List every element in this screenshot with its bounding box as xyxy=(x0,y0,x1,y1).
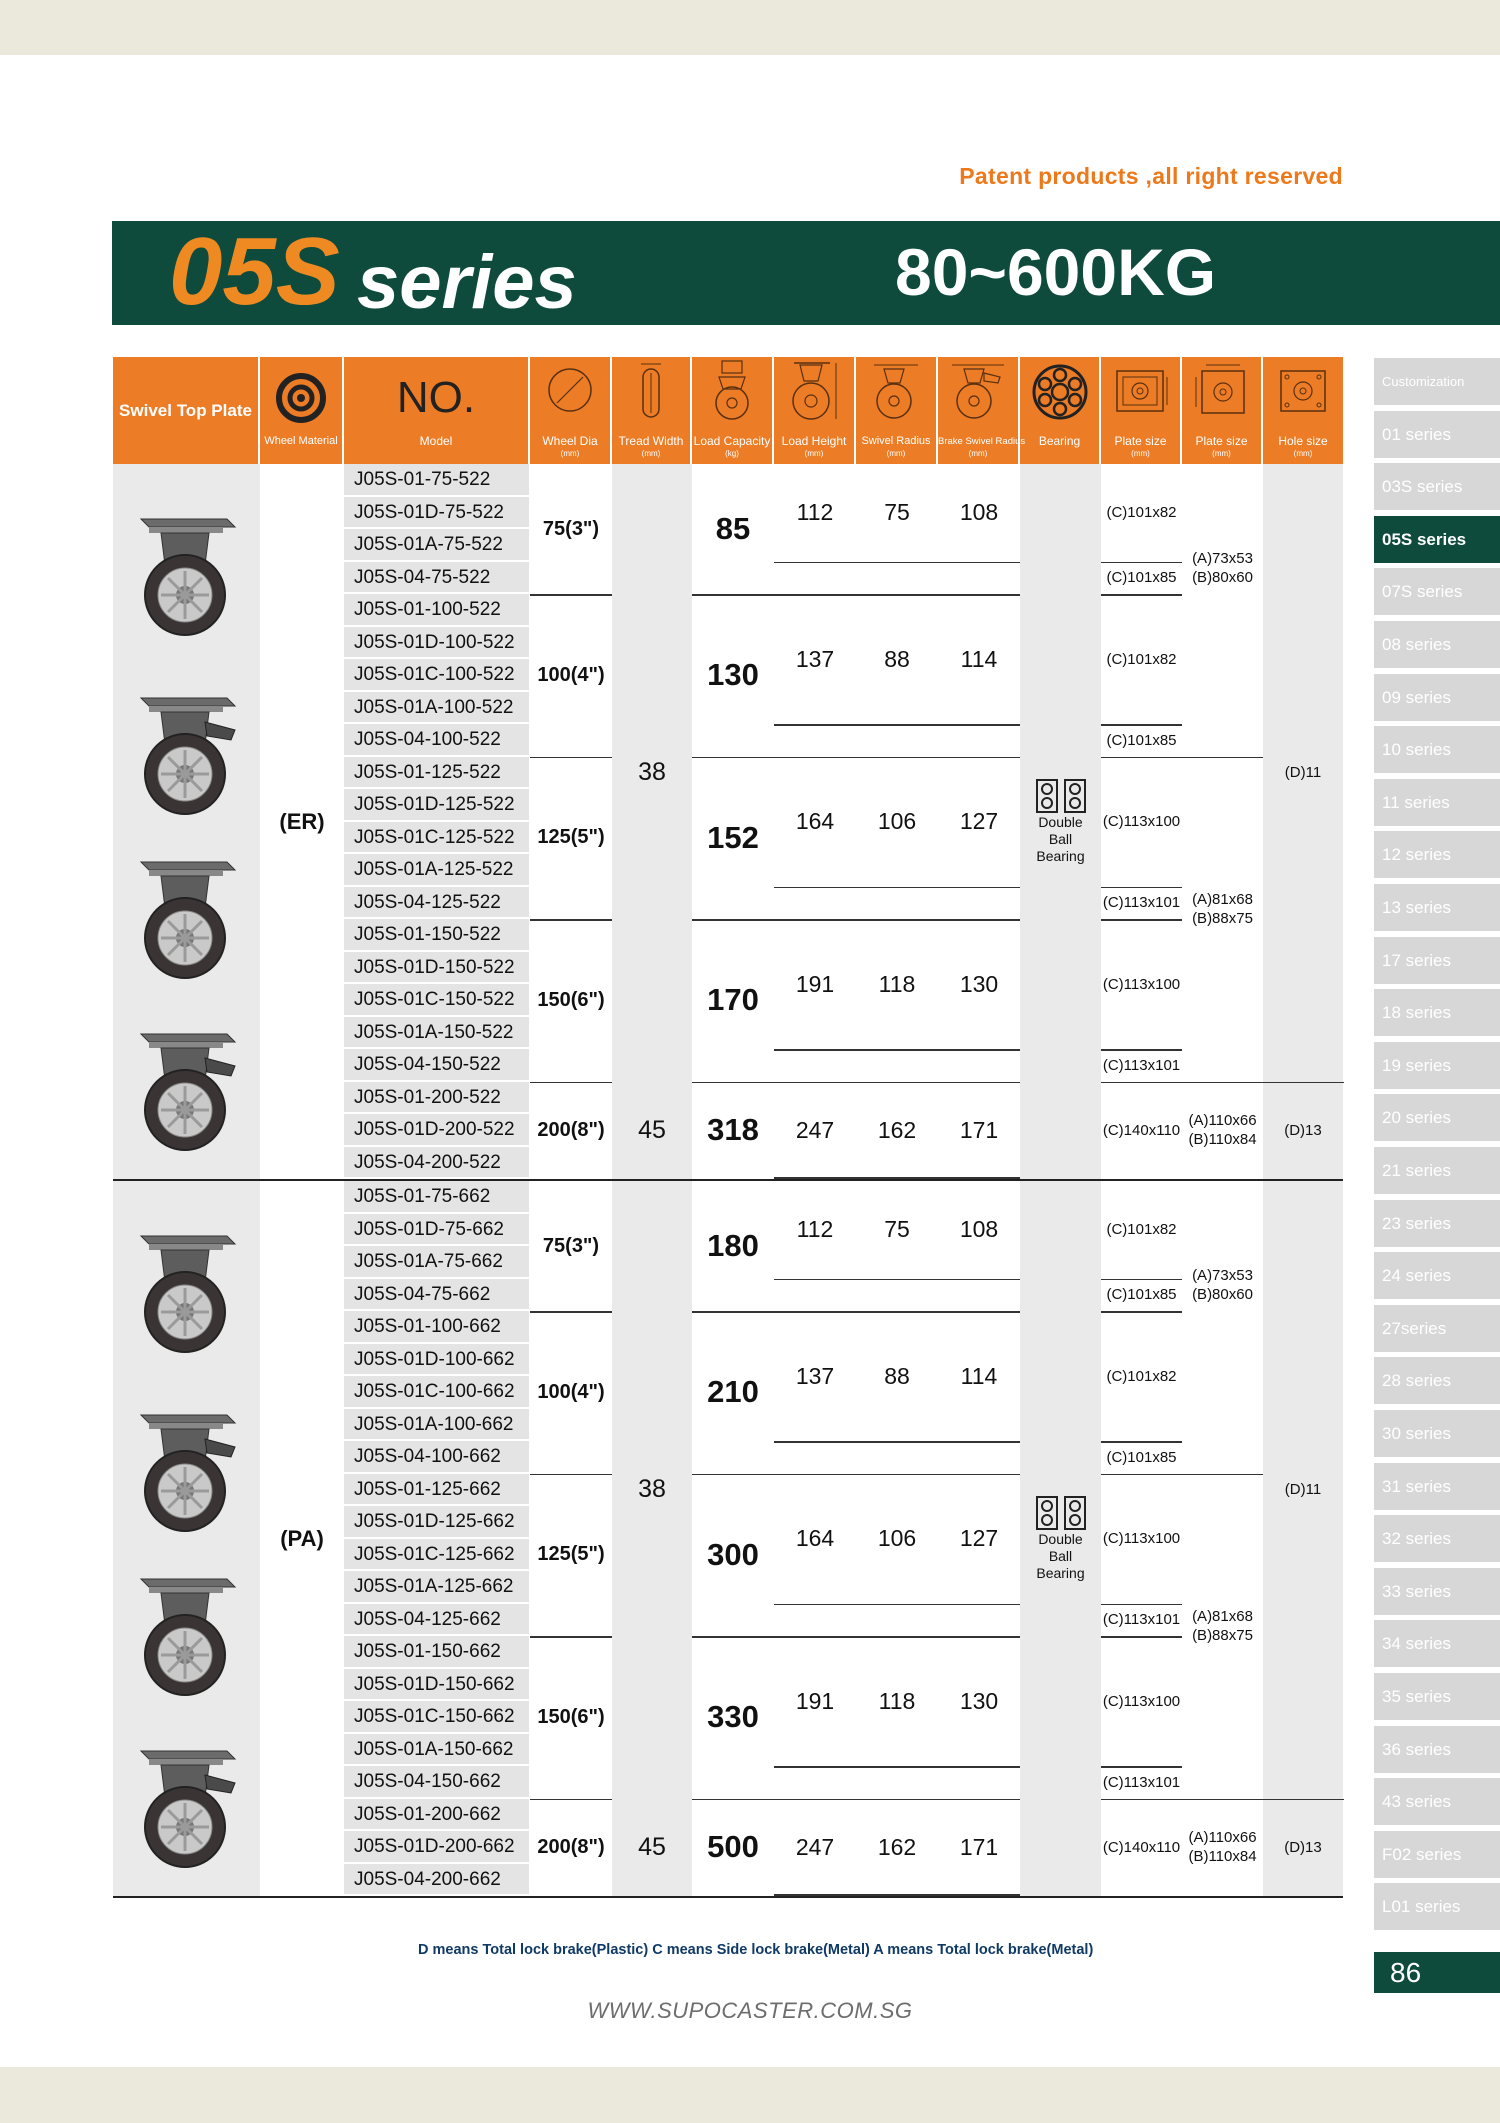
model-number: J05S-01A-125-662 xyxy=(344,1571,529,1604)
sidebar-item-series[interactable]: 11 series xyxy=(1374,779,1500,826)
caster-photo xyxy=(123,682,248,822)
plate-size-ab-value xyxy=(1182,1799,1263,1897)
plate-size-c-value: (C)101x85 xyxy=(1106,1448,1177,1466)
model-number: J05S-01A-150-522 xyxy=(344,1017,529,1050)
load-capacity-value: 85 xyxy=(715,511,751,546)
model-number: J05S-01-200-662 xyxy=(344,1799,529,1832)
swivel-radius-value: 162 xyxy=(877,1116,917,1143)
header-brake-swivel-radius: Brake Swivel Radius (mm) xyxy=(938,357,1020,464)
wheel-material-label: (PA) xyxy=(280,1525,324,1551)
brake-legend: D means Total lock brake(Plastic) C means Side lock brake(Metal) A means Total lock brake(Metal) xyxy=(418,1942,1094,1958)
swivel-radius-value: 75 xyxy=(884,1216,910,1243)
table-header xyxy=(113,357,1343,464)
wheel-diameter-value: 100(4") xyxy=(537,1380,605,1403)
hole-size-value: (D)11 xyxy=(1284,764,1322,782)
header-bearing: Bearing xyxy=(1020,357,1101,464)
caster-photo xyxy=(123,1735,248,1875)
series-suffix: series xyxy=(357,240,577,325)
row-divider xyxy=(856,1441,938,1443)
swivel-radius-value: 88 xyxy=(884,1362,910,1389)
plate-size-line: (A)110x66 xyxy=(1188,1112,1257,1130)
series-banner xyxy=(112,218,1500,325)
model-number: J05S-01A-100-662 xyxy=(344,1409,529,1442)
model-number: J05S-04-150-662 xyxy=(344,1766,529,1799)
row-divider xyxy=(774,1279,856,1281)
load-height-value: 137 xyxy=(795,645,835,672)
wheel-diameter-value: 150(6") xyxy=(537,988,605,1011)
model-number: J05S-01A-75-522 xyxy=(344,529,529,562)
caster-photo xyxy=(123,1399,248,1539)
row-divider xyxy=(856,1279,938,1281)
hole-size-icon xyxy=(1271,361,1335,421)
header-load-height: Load Height (mm) xyxy=(774,357,856,464)
header-plate-size-ab: Plate size (mm) xyxy=(1182,357,1263,464)
row-divider xyxy=(774,887,856,889)
bearing-label: Double Ball Bearing xyxy=(1036,1531,1085,1581)
plate-size-ab-value xyxy=(1182,1181,1263,1474)
double-ball-bearing-icon xyxy=(1033,778,1089,814)
model-number: J05S-01D-200-522 xyxy=(344,1114,529,1147)
load-capacity-value: 300 xyxy=(707,1536,759,1572)
header-wheel-dia: Wheel Dia (mm) xyxy=(530,357,612,464)
row-divider xyxy=(938,562,1020,564)
model-number: J05S-01-75-662 xyxy=(344,1181,529,1214)
hole-size-value: (D)11 xyxy=(1284,1481,1322,1499)
plate-size-line: (A)81x68 xyxy=(1192,890,1253,908)
model-number: J05S-01C-150-522 xyxy=(344,984,529,1017)
model-number: J05S-01D-125-522 xyxy=(344,789,529,822)
model-number: J05S-01C-150-662 xyxy=(344,1701,529,1734)
sidebar-item-series[interactable]: 09 series xyxy=(1374,674,1500,721)
wheel-diameter-icon xyxy=(545,365,595,415)
swivel-radius-value: 106 xyxy=(877,808,917,834)
model-number: J05S-04-125-662 xyxy=(344,1604,529,1637)
swivel-radius-value: 75 xyxy=(884,499,910,526)
plate-size-c-value: (C)101x82 xyxy=(1106,650,1177,668)
caster-photo xyxy=(123,846,248,986)
load-capacity-value: 500 xyxy=(707,1829,759,1865)
capacity-range: 80~600KG xyxy=(895,235,1217,309)
model-number: J05S-04-100-662 xyxy=(344,1441,529,1474)
swivel-radius-value: 88 xyxy=(884,645,910,672)
wheel-material-icon xyxy=(276,373,326,423)
plate-size-line: (A)81x68 xyxy=(1192,1607,1253,1625)
model-number: J05S-04-200-662 xyxy=(344,1864,529,1897)
sidebar-item-series[interactable]: 12 series xyxy=(1374,831,1500,878)
load-capacity-icon xyxy=(707,359,757,423)
row-divider xyxy=(938,724,1020,726)
load-capacity-value: 152 xyxy=(707,819,759,855)
plate-size-c-value: (C)113x101 xyxy=(1102,894,1181,912)
sidebar-item-series[interactable]: 34 series xyxy=(1374,1620,1500,1667)
header-wheel-material: Wheel Material xyxy=(260,357,344,464)
plate-size-line: (B)88x75 xyxy=(1192,909,1253,927)
row-divider xyxy=(774,1766,856,1768)
caster-photo xyxy=(123,1220,248,1360)
row-divider xyxy=(1263,1082,1343,1084)
plate-size-line: (B)110x84 xyxy=(1188,1131,1257,1149)
row-divider xyxy=(856,1766,938,1768)
model-number: J05S-01C-125-522 xyxy=(344,822,529,855)
row-divider xyxy=(1101,1441,1182,1443)
swivel-radius-value: 118 xyxy=(878,970,916,997)
plate-size-c-value: (C)101x82 xyxy=(1106,1221,1177,1239)
plate-size-c-value: (C)101x85 xyxy=(1106,731,1177,749)
brake-swivel-radius-value: 108 xyxy=(959,499,999,526)
row-divider xyxy=(1182,1474,1263,1476)
plate-size-c-value: (C)140x110 xyxy=(1102,1838,1181,1856)
model-number: J05S-01D-150-522 xyxy=(344,952,529,985)
brake-swivel-radius-value: 114 xyxy=(960,1362,998,1389)
plate-size-ab-value xyxy=(1182,1474,1263,1799)
wheel-diameter-value: 125(5") xyxy=(537,1543,605,1566)
row-divider xyxy=(938,1049,1020,1051)
model-number: J05S-01D-125-662 xyxy=(344,1506,529,1539)
brake-swivel-radius-value: 171 xyxy=(959,1833,999,1860)
row-divider xyxy=(938,1604,1020,1606)
model-number: J05S-01-150-522 xyxy=(344,919,529,952)
sidebar-item-series[interactable]: 20 series xyxy=(1374,1094,1500,1141)
wheel-diameter-value: 150(6") xyxy=(537,1705,605,1728)
load-capacity-value: 170 xyxy=(707,982,759,1018)
row-divider xyxy=(938,1766,1020,1768)
plate-size-line: (B)80x60 xyxy=(1192,568,1253,586)
load-capacity-value: 330 xyxy=(707,1699,759,1735)
sidebar-item-series[interactable]: 32 series xyxy=(1374,1515,1500,1562)
sidebar-item-series[interactable]: 27series xyxy=(1374,1305,1500,1352)
plate-size-c-value: (C)113x100 xyxy=(1102,1692,1181,1710)
header-swivel-radius: Swivel Radius (mm) xyxy=(856,357,938,464)
load-height-value: 247 xyxy=(795,1116,835,1143)
load-capacity-value: 130 xyxy=(707,657,759,693)
sidebar-item-series[interactable]: 35 series xyxy=(1374,1673,1500,1720)
sidebar-item-series[interactable]: 18 series xyxy=(1374,989,1500,1036)
model-number: J05S-01D-100-522 xyxy=(344,627,529,660)
model-number: J05S-01C-100-522 xyxy=(344,659,529,692)
brake-swivel-radius-value: 130 xyxy=(959,1687,999,1714)
top-band xyxy=(0,0,1500,55)
header-hole-size: Hole size (mm) xyxy=(1263,357,1343,464)
hole-size-value: (D)13 xyxy=(1284,1121,1322,1139)
row-divider xyxy=(1101,1766,1182,1768)
load-height-value: 164 xyxy=(795,808,835,834)
load-height-value: 191 xyxy=(795,1687,835,1714)
row-divider xyxy=(774,1441,856,1443)
header-plate-size-c: Plate size (mm) xyxy=(1101,357,1182,464)
wheel-diameter-value: 75(3") xyxy=(542,1234,600,1257)
page-number: 86 xyxy=(1374,1952,1500,1993)
load-height-value: 247 xyxy=(795,1833,835,1860)
plate-size-line: (A)73x53 xyxy=(1192,549,1253,567)
tread-width-value: 45 xyxy=(638,1832,666,1861)
row-divider xyxy=(1263,1799,1343,1801)
model-number: J05S-01A-75-662 xyxy=(344,1246,529,1279)
sidebar-item-series[interactable]: 08 series xyxy=(1374,621,1500,668)
model-number: J05S-04-100-522 xyxy=(344,724,529,757)
row-divider xyxy=(774,1604,856,1606)
sidebar-item-series[interactable]: 05S series xyxy=(1374,516,1500,563)
model-number: J05S-01C-125-662 xyxy=(344,1539,529,1572)
model-number: J05S-01-100-522 xyxy=(344,594,529,627)
wheel-diameter-value: 200(8") xyxy=(537,1118,605,1141)
row-divider xyxy=(856,887,938,889)
sidebar-item-series[interactable]: 30 series xyxy=(1374,1410,1500,1457)
wheel-diameter-value: 100(4") xyxy=(537,663,605,686)
plate-size-c-value: (C)101x85 xyxy=(1106,1286,1177,1304)
load-capacity-value: 180 xyxy=(707,1228,759,1263)
plate-size-c-value: (C)101x82 xyxy=(1106,504,1177,522)
row-divider xyxy=(1101,562,1182,564)
sidebar-item-series[interactable]: 19 series xyxy=(1374,1042,1500,1089)
plate-size-c-icon xyxy=(1109,361,1173,421)
plate-size-c-value: (C)113x100 xyxy=(1102,975,1181,993)
sidebar-item-series[interactable]: 36 series xyxy=(1374,1726,1500,1773)
load-height-value: 112 xyxy=(796,499,834,526)
sidebar-item-series[interactable]: 28 series xyxy=(1374,1357,1500,1404)
plate-size-c-value: (C)113x101 xyxy=(1102,1773,1181,1791)
plate-size-c-value: (C)113x101 xyxy=(1102,1611,1181,1629)
header-tread-width: Tread Width (mm) xyxy=(612,357,692,464)
brake-swivel-radius-value: 171 xyxy=(959,1116,999,1143)
plate-size-line: (B)80x60 xyxy=(1192,1285,1253,1303)
plate-size-c-value: (C)140x110 xyxy=(1102,1121,1181,1139)
row-divider xyxy=(1101,887,1182,889)
model-number: J05S-04-200-522 xyxy=(344,1147,529,1180)
sidebar-item-series[interactable]: 03S series xyxy=(1374,463,1500,510)
model-number: J05S-01C-100-662 xyxy=(344,1376,529,1409)
sidebar-item-series[interactable]: 24 series xyxy=(1374,1252,1500,1299)
model-number: J05S-01-75-522 xyxy=(344,464,529,497)
tread-width-icon xyxy=(631,359,671,421)
brake-swivel-radius-value: 108 xyxy=(959,1216,999,1243)
model-number: J05S-01-150-662 xyxy=(344,1636,529,1669)
row-divider xyxy=(938,1279,1020,1281)
row-divider xyxy=(856,1049,938,1051)
plate-size-ab-icon xyxy=(1190,361,1254,421)
caster-photo xyxy=(123,503,248,643)
sidebar-item-series[interactable]: 13 series xyxy=(1374,884,1500,931)
model-number: J05S-01A-125-522 xyxy=(344,854,529,887)
model-number: J05S-01-100-662 xyxy=(344,1311,529,1344)
row-divider xyxy=(1101,1604,1182,1606)
bearing-cell xyxy=(1020,464,1101,1179)
row-divider xyxy=(1101,1049,1182,1051)
load-height-value: 112 xyxy=(796,1216,834,1243)
sidebar-item-series[interactable]: L01 series xyxy=(1374,1883,1500,1930)
model-number: J05S-04-75-522 xyxy=(344,562,529,595)
sidebar-item-series[interactable]: Customization xyxy=(1374,358,1500,405)
double-ball-bearing-icon xyxy=(1033,1495,1089,1531)
section-divider xyxy=(113,1896,1343,1898)
tread-width-value: 45 xyxy=(638,1115,666,1144)
header-load-capacity: Load Capacity (kg) xyxy=(692,357,774,464)
row-divider xyxy=(1182,757,1263,759)
model-number: J05S-01D-100-662 xyxy=(344,1344,529,1377)
wheel-diameter-value: 75(3") xyxy=(542,517,600,540)
row-divider xyxy=(774,724,856,726)
row-divider xyxy=(1101,724,1182,726)
sidebar-item-series[interactable]: 31 series xyxy=(1374,1463,1500,1510)
row-divider xyxy=(938,1441,1020,1443)
sidebar-item-series[interactable]: 23 series xyxy=(1374,1200,1500,1247)
sidebar-item-series[interactable]: 10 series xyxy=(1374,726,1500,773)
header-swivel-top-plate: Swivel Top Plate xyxy=(113,357,260,464)
model-number: J05S-04-150-522 xyxy=(344,1049,529,1082)
caster-photo xyxy=(123,1563,248,1703)
swivel-radius-value: 118 xyxy=(878,1687,916,1714)
row-divider xyxy=(856,562,938,564)
row-divider xyxy=(938,887,1020,889)
plate-size-c-value: (C)113x100 xyxy=(1102,813,1181,830)
plate-size-line: (B)88x75 xyxy=(1192,1626,1253,1644)
bearing-label: Double Ball Bearing xyxy=(1036,814,1085,864)
sidebar-item-series[interactable]: 17 series xyxy=(1374,937,1500,984)
brake-swivel-radius-value: 127 xyxy=(959,1525,999,1551)
load-height-value: 191 xyxy=(795,970,835,997)
model-number: J05S-01D-75-662 xyxy=(344,1214,529,1247)
plate-size-line: (A)110x66 xyxy=(1188,1829,1257,1847)
brake-swivel-radius-icon xyxy=(948,359,1008,423)
plate-size-line: (B)110x84 xyxy=(1188,1848,1257,1866)
model-number: J05S-01-125-662 xyxy=(344,1474,529,1507)
model-number: J05S-01A-150-662 xyxy=(344,1734,529,1767)
load-height-value: 137 xyxy=(795,1362,835,1389)
model-number: J05S-01A-100-522 xyxy=(344,692,529,725)
hole-size-value: (D)13 xyxy=(1284,1838,1322,1856)
caster-photo xyxy=(123,1018,248,1158)
header-model: NO. Model xyxy=(344,357,530,464)
model-number: J05S-01-125-522 xyxy=(344,757,529,790)
swivel-radius-value: 106 xyxy=(877,1525,917,1551)
load-height-icon xyxy=(786,359,842,423)
row-divider xyxy=(856,1604,938,1606)
model-number: J05S-01D-150-662 xyxy=(344,1669,529,1702)
plate-size-ab-value xyxy=(1182,757,1263,1082)
website-url: WWW.SUPOCASTER.COM.SG xyxy=(587,1998,913,2023)
sidebar-item-series[interactable]: 33 series xyxy=(1374,1568,1500,1615)
model-number: J05S-04-125-522 xyxy=(344,887,529,920)
bottom-band xyxy=(0,2067,1500,2123)
bearing-cell xyxy=(1020,1181,1101,1896)
tread-width-value: 38 xyxy=(638,758,666,787)
sidebar-item-series[interactable]: F02 series xyxy=(1374,1831,1500,1878)
wheel-diameter-value: 125(5") xyxy=(537,826,605,849)
plate-size-ab-value xyxy=(1182,464,1263,757)
swivel-radius-value: 162 xyxy=(877,1833,917,1860)
sidebar-item-series[interactable]: 07S series xyxy=(1374,568,1500,615)
row-divider xyxy=(774,1049,856,1051)
row-divider xyxy=(856,724,938,726)
wheel-diameter-value: 200(8") xyxy=(537,1835,605,1858)
brake-swivel-radius-value: 114 xyxy=(960,645,998,672)
plate-size-line: (A)73x53 xyxy=(1192,1266,1253,1284)
brake-swivel-radius-value: 127 xyxy=(959,808,999,834)
plate-size-c-value: (C)113x101 xyxy=(1102,1056,1181,1074)
series-prefix: 05S xyxy=(169,218,340,325)
sidebar-item-series[interactable]: 01 series xyxy=(1374,411,1500,458)
model-number: J05S-01D-75-522 xyxy=(344,497,529,530)
plate-size-c-value: (C)101x82 xyxy=(1106,1367,1177,1385)
bearing-icon xyxy=(1031,363,1089,421)
plate-size-c-value: (C)101x85 xyxy=(1106,569,1177,587)
wheel-material-label: (ER) xyxy=(279,808,325,834)
tread-width-value: 38 xyxy=(638,1475,666,1504)
row-divider xyxy=(1101,1279,1182,1281)
brake-swivel-radius-value: 130 xyxy=(959,970,999,997)
swivel-radius-icon xyxy=(868,359,924,423)
plate-size-ab-value xyxy=(1182,1082,1263,1180)
sidebar-item-series[interactable]: 43 series xyxy=(1374,1778,1500,1825)
model-number: J05S-01D-200-662 xyxy=(344,1831,529,1864)
load-height-value: 164 xyxy=(795,1525,835,1551)
patent-note: Patent products ,all right reserved xyxy=(959,163,1343,189)
model-number: J05S-01-200-522 xyxy=(344,1082,529,1115)
sidebar-item-series[interactable]: 21 series xyxy=(1374,1147,1500,1194)
load-capacity-value: 210 xyxy=(707,1374,759,1410)
row-divider xyxy=(774,562,856,564)
load-capacity-value: 318 xyxy=(707,1112,759,1148)
model-number: J05S-04-75-662 xyxy=(344,1279,529,1312)
plate-size-c-value: (C)113x100 xyxy=(1102,1530,1181,1547)
